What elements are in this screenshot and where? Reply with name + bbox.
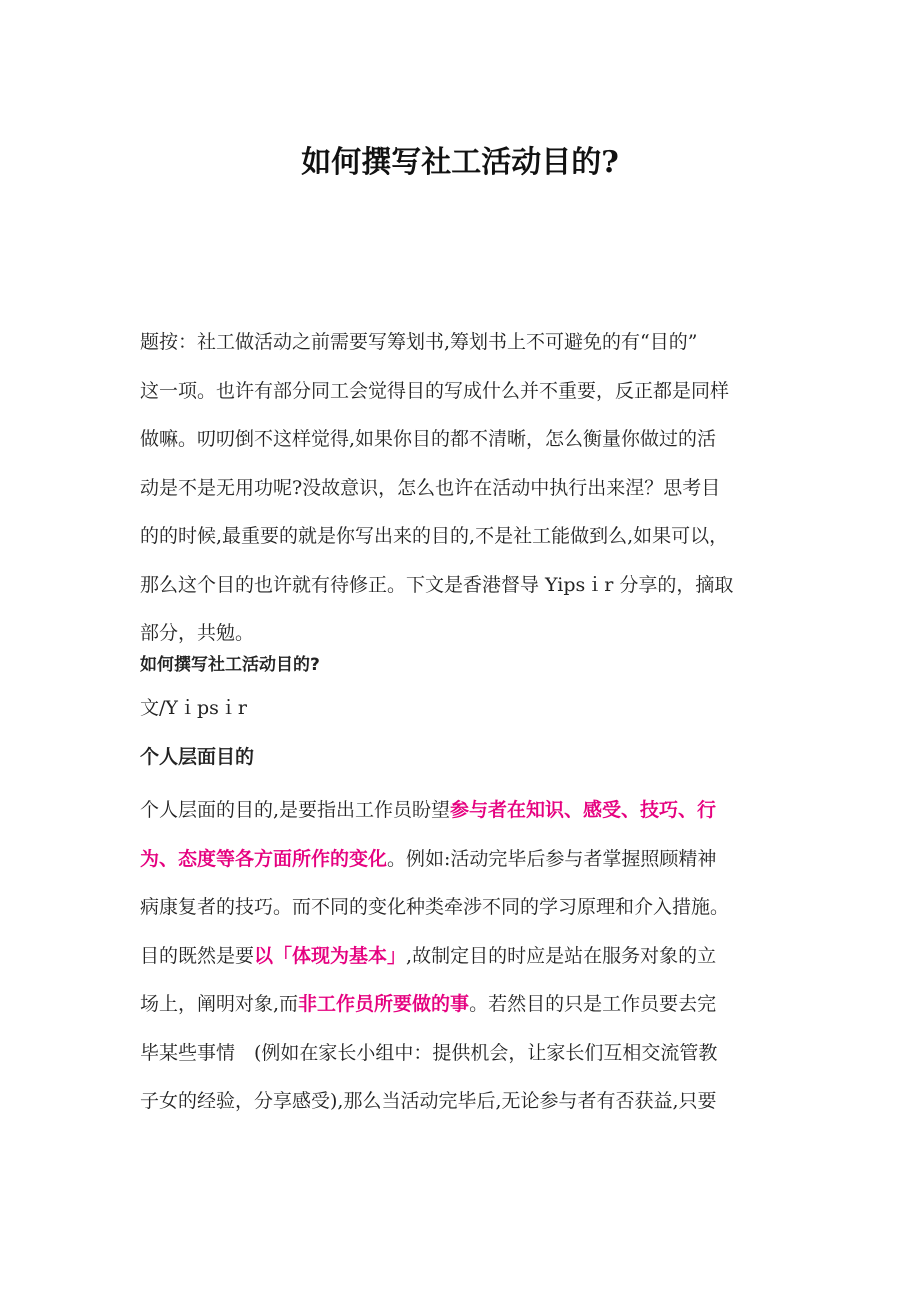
section-heading: 个人层面目的 [140,746,255,768]
paragraph-line [140,883,788,932]
paragraph-line [140,786,788,835]
intro-paragraph [140,318,788,658]
intro-line: 部分，共勉。 [140,622,255,644]
highlighted-text: 非工作员所要做的事 [298,993,470,1015]
intro-line: 的的时候,最重要的就是你写出来的目的,不是社工能做到么,如果可以， [140,525,729,547]
article-subtitle: 如何撰写社工活动目的? [140,655,320,675]
text-run: 病康复者的技巧。而不同的变化种类牵涉不同的学习原理和介入措施。 [140,896,730,918]
paragraph-line [140,932,788,981]
paragraph-line [140,1029,788,1078]
text-run: 。例如:活动完毕后参与者掌握照顾精神 [387,847,717,870]
intro-line: 题按：社工做活动之前需要写筹划书,筹划书上不可避免的有“目的” [140,331,698,353]
document-title: 如何撰写社工活动目的? [301,145,619,180]
highlighted-text: 参与者在知识、感受、技巧、行 [450,799,717,821]
author-line: 文/Yｉpsｉr [140,697,247,719]
text-run: 目的既然是要 [140,944,255,967]
paragraph-line [140,1077,788,1126]
text-run: ,故制定目的时应是站在服务对象的立 [406,944,717,967]
text-run: 个人层面的目的,是要指出工作员盼望 [140,799,451,821]
section-paragraph [140,786,788,1126]
highlighted-text: 为、态度等各方面所作的变化 [140,847,388,870]
text-run: 。若然目的只是工作员要去完 [469,993,717,1015]
highlighted-text: 以「体现为基本」 [254,944,407,967]
intro-line: 做嘛。叨叨倒不这样觉得,如果你目的都不清晰，怎么衡量你做过的活 [140,428,717,450]
intro-line: 这一项。也许有部分同工会觉得目的写成什么并不重要，反正都是同样 [140,379,730,402]
text-run: 场上，阐明对象,而 [140,993,299,1015]
intro-line: 那么这个目的也许就有待修正。下文是香港督导 Yipsｉr 分享的，摘取 [140,573,734,596]
paragraph-line [140,980,788,1029]
intro-line: 动是不是无用功呢?没故意识，怎么也许在活动中执行出来涅？思考目 [140,476,721,499]
paragraph-line [140,835,788,884]
text-run: 子女的经验，分享感受),那么当活动完毕后,无论参与者有否获益,只要 [140,1090,717,1112]
text-run: 毕某些事情 (例如在家长小组中：提供机会，让家长们互相交流管教 [140,1041,718,1064]
